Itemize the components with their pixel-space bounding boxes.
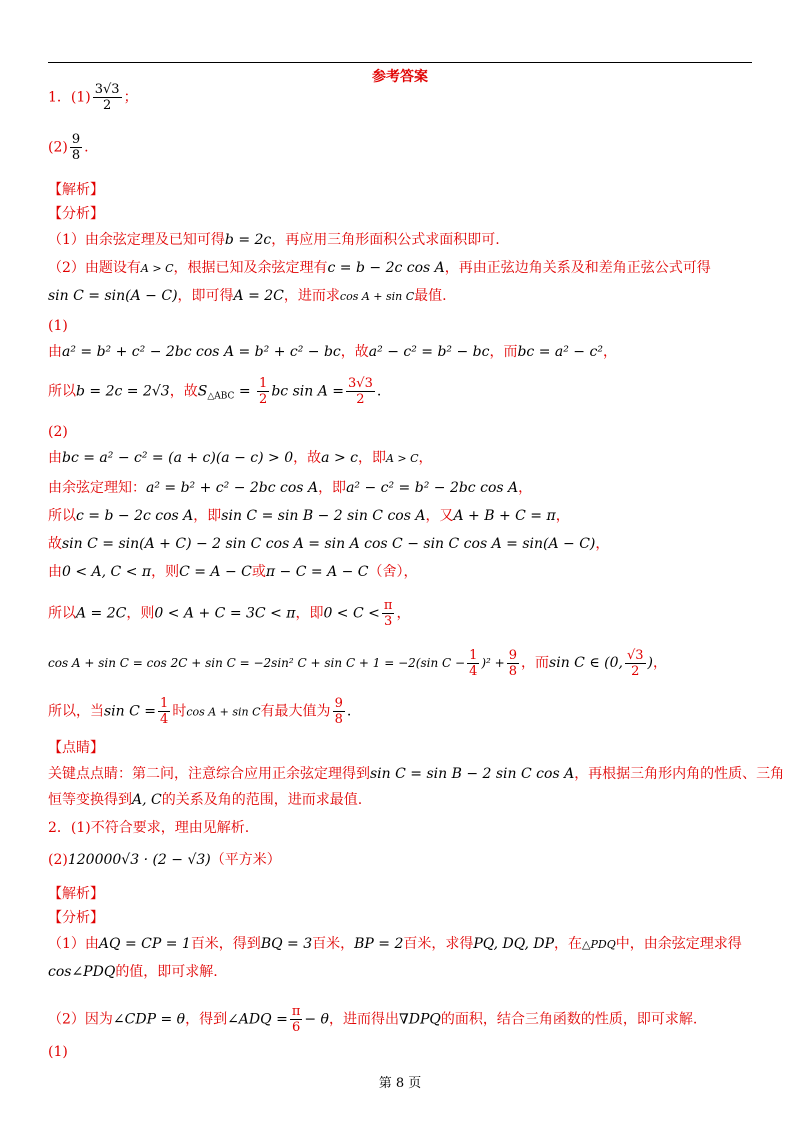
q2-part1-label: (1) — [48, 1044, 68, 1060]
q1-part2-line5: 由0 < A, C < π，则C = A − C或π − C = A − C（舍）， — [48, 564, 418, 580]
q1-part2-line6: 所以A = 2C，则0 < A + C = 3C < π，即0 < C < $\frac{\pi}{3}$ ， — [48, 598, 411, 629]
q2-fenxi-line1: （1）由AQ = CP = 1百米，得到BQ = 3百米，BP = 2百米，求得PQ, DQ, DP，在△PDQ中，由余弦定理求得 — [48, 936, 742, 952]
q1-part1-label: (1) — [48, 318, 68, 334]
fraction: $\frac{9}{8}$ — [508, 648, 518, 679]
header-rule — [48, 62, 752, 63]
q2-answer-1: 2．(1)不符合要求，理由见解析. — [48, 820, 250, 836]
q1-part1-line1: 由a² = b² + c² − 2bc cos A = b² + c² − bc，故a² − c² = b² − bc，而bc = a² − c²， — [48, 344, 617, 360]
q1-fenxi-line3: sin C = sin(A − C)，即可得A = 2C，进而求cos A + sin C最值. — [48, 288, 447, 304]
q1-part2-line7: cos A + sin C = cos 2C + sin C = −2sin² C + sin C + 1 = −2(sin C − $\frac{1}{4}$ )² + $\frac{9}{8}$ ，而sin C ∈ (0, $\frac{√3}{2}$ )， — [48, 648, 667, 679]
q1-part2-label: (2) — [48, 424, 68, 440]
q1-part2-line1: 由bc = a² − c² = (a + c)(a − c) > 0，故a > c，即A > C， — [48, 450, 433, 466]
q1-fenxi-heading: 【分析】 — [48, 206, 104, 222]
q2-answer-2: (2)120000√3 · (2 − √3)（平方米） — [48, 852, 281, 868]
fraction: $\frac{\pi}{3}$ — [383, 598, 393, 629]
q1-part2-line2: 由余弦定理知：a² = b² + c² − 2bc cos A，即a² − c² = b² − 2bc cos A， — [48, 480, 533, 496]
q1-jiexi-heading: 【解析】 — [48, 182, 104, 198]
q1-part1-line2: 所以b = 2c = 2√3，故$S_{\triangle ABC}$ = $\frac{1}{2}$ bc sin A = $\frac{3√3}{2}$ . — [48, 376, 382, 407]
q1-part2-line3: 所以c = b − 2c cos A，即sin C = sin B − 2 sin C cos A，又A + B + C = π， — [48, 508, 570, 524]
fraction: $\frac{1}{4}$ — [160, 696, 169, 727]
q1-fenxi-line2: （2）由题设有A > C，根据已知及余弦定理有c = b − 2c cos A，再由正弦边角关系及和差角正弦公式可得 — [48, 260, 711, 276]
page-number: 第 8 页 — [378, 1076, 422, 1091]
fraction: $\frac{1}{4}$ — [469, 648, 478, 679]
q2-fenxi-heading: 【分析】 — [48, 910, 104, 926]
fraction: $\frac{√3}{2}$ — [626, 648, 644, 679]
q1-dianjing-heading: 【点睛】 — [48, 740, 104, 756]
fraction: $\frac{1}{2}$ — [259, 376, 268, 407]
fraction: $\frac{3√3}{2}$ — [94, 82, 120, 113]
q1-part2-line8: 所以，当sin C = $\frac{1}{4}$ 时cos A + sin C有最大值为 $\frac{9}{8}$ . — [48, 696, 352, 727]
q1-dianjing-line1: 关键点点睛：第二问，注意综合应用正余弦定理得到sin C = sin B − 2 sin C cos A，再根据三角形内角的性质、三角 — [48, 766, 785, 782]
fraction: $\frac{3√3}{2}$ — [348, 376, 373, 407]
page-title: 参考答案 — [372, 69, 428, 85]
q2-fenxi-line3: （2）因为∠CDP = θ，得到∠ADQ = $\frac{\pi}{6}$ − θ，进而得出∇DPQ的面积，结合三角函数的性质，即可求解. — [48, 1004, 698, 1035]
q2-fenxi-line2: cos∠PDQ的值，即可求解. — [48, 964, 218, 980]
q1-part2-line4: 故sin C = sin(A + C) − 2 sin C cos A = sin A cos C − sin C cos A = sin(A − C)， — [48, 536, 610, 552]
q2-jiexi-heading: 【解析】 — [48, 886, 104, 902]
q1-fenxi-line1: （1）由余弦定理及已知可得b = 2c，再应用三角形面积公式求面积即可. — [48, 232, 500, 248]
q1-answer-2: (2) $\frac{9}{8}$ . — [48, 132, 89, 163]
fraction: $\frac{\pi}{6}$ — [291, 1004, 301, 1035]
fraction: $\frac{9}{8}$ — [334, 696, 343, 727]
fraction: $\frac{9}{8}$ — [71, 132, 81, 163]
q1-answer-1: 1．(1) $\frac{3√3}{2}$ ； — [48, 82, 138, 113]
q1-dianjing-line2: 恒等变换得到A, C的关系及角的范围，进而求最值. — [48, 792, 363, 808]
